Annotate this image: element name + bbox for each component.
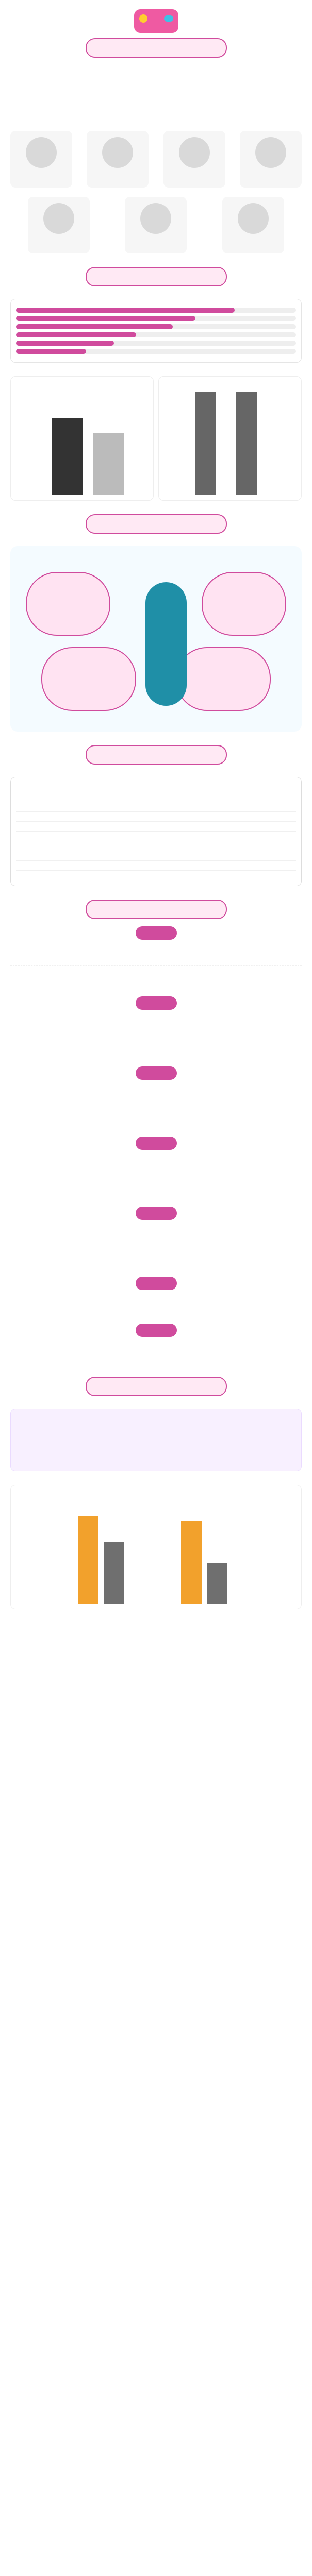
horizontal-bars	[10, 299, 302, 363]
bar	[181, 1521, 202, 1604]
answer	[10, 1048, 302, 1056]
question	[10, 1109, 302, 1116]
qa-item	[10, 1223, 302, 1246]
step-pill	[136, 1277, 177, 1290]
answer	[10, 1235, 302, 1243]
section-paragraph	[10, 291, 302, 299]
bar-track	[16, 332, 296, 337]
qa-item	[10, 1013, 302, 1036]
bar-fill	[16, 341, 114, 346]
symptom-icon	[140, 203, 171, 234]
answer	[10, 1259, 302, 1266]
icon-row	[10, 131, 302, 188]
step-pill	[136, 1324, 177, 1337]
bar	[78, 1516, 98, 1604]
final-note	[10, 1626, 302, 1634]
condition-section	[10, 267, 302, 363]
section-paragraph	[10, 1400, 302, 1409]
bar-fill	[16, 324, 173, 329]
question	[10, 1343, 302, 1350]
qa-item	[10, 1083, 302, 1106]
bar	[195, 392, 216, 495]
answer	[10, 978, 302, 986]
form-row	[16, 802, 296, 812]
section-paragraph	[10, 538, 302, 546]
steps-section	[10, 900, 302, 1363]
bar-track	[16, 349, 296, 354]
bar-fill	[16, 349, 86, 354]
form-row	[16, 792, 296, 802]
qa-item	[10, 1340, 302, 1363]
symptom-icon	[179, 137, 210, 168]
qa-item	[10, 1293, 302, 1316]
answer	[10, 955, 302, 962]
results-section	[10, 1485, 302, 1647]
qa-item	[10, 1153, 302, 1176]
stacked-bars	[158, 376, 302, 501]
step	[10, 1207, 302, 1220]
form-section	[10, 745, 302, 886]
step	[10, 926, 302, 940]
callout-blob	[41, 647, 136, 711]
section-pill	[86, 900, 227, 919]
symptom-card	[28, 197, 90, 253]
symptom-card	[222, 197, 284, 253]
step-pill	[136, 1066, 177, 1080]
answer	[10, 1025, 302, 1032]
symptom-card	[125, 197, 187, 253]
symptom-icon	[43, 203, 74, 234]
answer	[10, 1306, 302, 1313]
bar	[93, 433, 124, 495]
answer	[10, 1095, 302, 1103]
qa-item	[10, 1176, 302, 1199]
footer-space	[0, 1660, 312, 1681]
answer	[10, 1118, 302, 1126]
step-pill	[136, 1207, 177, 1220]
results-chart	[10, 1485, 302, 1609]
question	[10, 1179, 302, 1187]
symptom-icon	[26, 137, 57, 168]
symptom-icon	[102, 137, 133, 168]
qa-item	[10, 966, 302, 989]
answer	[10, 1352, 302, 1360]
body-illustration	[10, 546, 302, 732]
step	[10, 1137, 302, 1150]
bar	[207, 1563, 227, 1604]
bar	[236, 392, 257, 495]
symptom-card	[87, 131, 149, 188]
step-pill	[136, 926, 177, 940]
step	[10, 1324, 302, 1337]
form-row	[16, 861, 296, 871]
bar-track	[16, 324, 296, 329]
charts-row	[10, 376, 302, 501]
treatment-section	[10, 1377, 302, 1471]
form-row	[16, 783, 296, 792]
questionnaire-form	[10, 777, 302, 886]
charts-section	[10, 376, 302, 501]
section-pill	[86, 514, 227, 534]
symptom-card	[240, 131, 302, 188]
question	[10, 969, 302, 976]
symptom-icon	[238, 203, 269, 234]
step	[10, 1066, 302, 1080]
bar-fill	[16, 308, 235, 313]
bar	[52, 418, 83, 495]
answer	[10, 1189, 302, 1196]
intro-paragraph	[10, 62, 302, 70]
callout-blob	[202, 572, 286, 636]
qa-item	[10, 943, 302, 966]
symptom-card	[163, 131, 225, 188]
chart-plot	[164, 382, 296, 495]
question	[10, 1296, 302, 1303]
question	[10, 1039, 302, 1046]
qa-item	[10, 1106, 302, 1129]
bar-track	[16, 308, 296, 313]
step-pill	[136, 996, 177, 1010]
chart-plot	[16, 382, 148, 495]
chart-plot	[16, 1490, 296, 1604]
step-pill	[136, 1137, 177, 1150]
section-pill	[86, 745, 227, 765]
section-paragraph	[10, 769, 302, 777]
symptom-icon	[255, 137, 286, 168]
callout-blob	[26, 572, 110, 636]
question	[10, 1156, 302, 1163]
qa-item	[10, 1246, 302, 1269]
hero	[10, 9, 302, 117]
form-row	[16, 812, 296, 822]
final-note	[10, 1638, 302, 1647]
step	[10, 1277, 302, 1290]
question	[10, 1226, 302, 1233]
form-row	[16, 871, 296, 880]
section-pill	[86, 1377, 227, 1396]
callout-blob	[176, 647, 271, 711]
step	[10, 996, 302, 1010]
brand-logo	[134, 9, 178, 33]
question	[10, 1016, 302, 1023]
bar-fill	[16, 316, 195, 321]
bar-chart	[10, 376, 154, 501]
question	[10, 946, 302, 953]
question	[10, 1249, 302, 1257]
mechanism-section	[10, 514, 302, 732]
bar	[104, 1542, 124, 1604]
question	[10, 1086, 302, 1093]
final-note	[10, 1614, 302, 1622]
bar-fill	[16, 332, 136, 337]
symptoms-icons	[10, 131, 302, 253]
bar-track	[16, 341, 296, 346]
icon-row	[10, 197, 302, 253]
symptom-card	[10, 131, 72, 188]
form-row	[16, 851, 296, 861]
form-row	[16, 841, 296, 851]
form-row	[16, 822, 296, 832]
illustration	[10, 1409, 302, 1471]
qa-item	[10, 1036, 302, 1059]
human-silhouette	[145, 582, 187, 706]
answer	[10, 1165, 302, 1173]
section-pill	[86, 267, 227, 286]
section-pill	[86, 38, 227, 58]
intro-paragraph	[10, 74, 302, 82]
form-row	[16, 832, 296, 841]
bar-track	[16, 316, 296, 321]
